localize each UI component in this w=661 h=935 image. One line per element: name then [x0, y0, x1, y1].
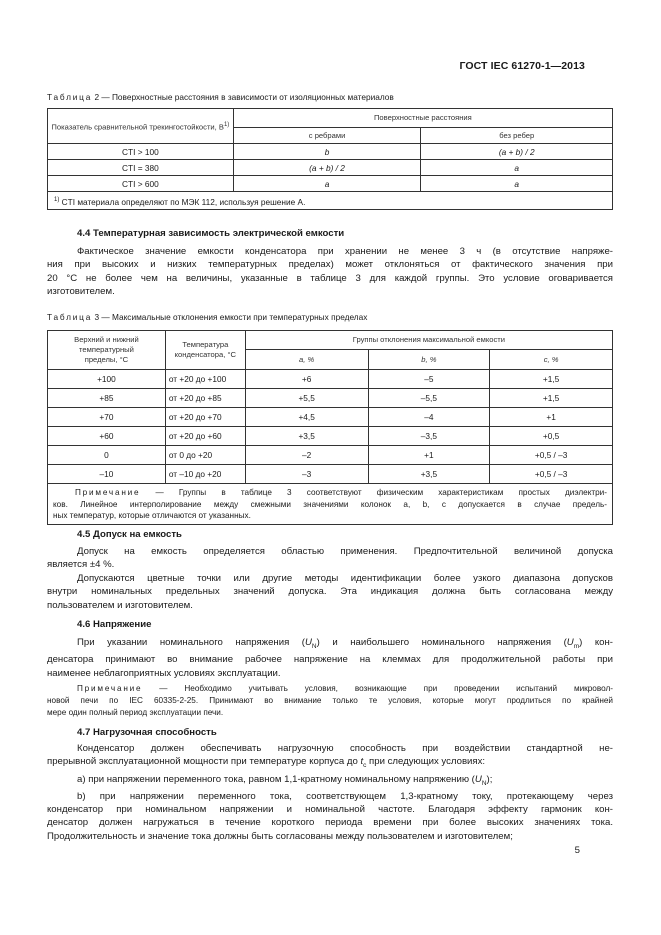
table-row	[48, 427, 613, 446]
table-row	[48, 465, 613, 484]
section-4-5-paragraph-2: Допускаются цветные точки или другие методы идентификации более узкого диапазона допусков внутри номинальных предельных значений допуска. Эта индикация должна быть согласована между пользователем и изготовителем.	[47, 573, 613, 611]
table3-cell: 0	[48, 446, 166, 465]
table2-cell: a	[233, 176, 421, 192]
table2-caption-label: Таблица	[47, 92, 93, 102]
table3-cell: –3	[245, 465, 368, 484]
table3-cell: +70	[48, 408, 166, 427]
table3-cell: +85	[48, 389, 166, 408]
table3-cell: +100	[48, 370, 166, 389]
table2-cell: (a + b) / 2	[233, 160, 421, 176]
table3-cell: +1	[368, 446, 490, 465]
section-4-6-paragraph: При указании номинального напряжения $(U_N)$ и наибольшего номинального напряжения $(U_m)$ кон- денсатора принимают во внимание рабочее напряжение на клеммах для продолжительной работы при наименее неблагоприятных условиях эксплуатации.	[47, 637, 613, 679]
table2-cell: (a + b) / 2	[421, 144, 613, 160]
table3-cell: +3,5	[245, 427, 368, 446]
table3-cell: +0,5 / –3	[490, 446, 613, 465]
table3-cell: от +20 до +70	[165, 408, 245, 427]
table2-caption	[47, 92, 394, 102]
section-4-6-note: Примечание — Необходимо учитывать условия, возникающие при проведении испытаний микровол- новой печи по IEC 60335-2-25. Принимают во внимание только те условия, которые могут продлиться по крайней мере один полный период эксплуатации печи.	[47, 684, 613, 717]
table3-cell: –10	[48, 465, 166, 484]
table3-head-c: c, %	[490, 350, 613, 370]
table-row	[48, 160, 613, 176]
table2-head-ribbed: с ребрами	[233, 128, 421, 144]
table3-head-group: Группы отклонения максимальной емкости	[245, 331, 612, 350]
table2-cell: a	[421, 160, 613, 176]
table3-head-b: b, %	[368, 350, 490, 370]
table3-cell: +1,5	[490, 370, 613, 389]
table3-cell: +5,5	[245, 389, 368, 408]
table3-head-temp: Температура конденсатора, °С	[165, 331, 245, 370]
table-row	[48, 408, 613, 427]
table2-head-index: Показатель сравнительной трекингостойкости, $В^{1)}$	[48, 109, 234, 144]
table2-cell: a	[421, 176, 613, 192]
section-4-4-paragraph: Фактическое значение емкости конденсатора при хранении не менее 3 ч (в отсутствие напряже- ния при высоких и низких температурных пределах) может отклоняться от фактического значения при 20 °С не более чем на величины, указанные в таблице 3 для каждой группы. Это условие оговаривается изготовителем.	[47, 246, 613, 297]
table3-cell: +0,5	[490, 427, 613, 446]
section-4-5-paragraph-1: Допуск на емкость определяется областью применения. Предпочтительной величиной допуска является ±4 %.	[47, 546, 613, 571]
table3-cell: +0,5 / –3	[490, 465, 613, 484]
table-row	[48, 176, 613, 192]
table3-cell: от –10 до +20	[165, 465, 245, 484]
table3-caption	[47, 312, 367, 322]
table2-cell: CTI = 380	[48, 160, 234, 176]
document-code: ГОСТ IEC 61270-1—2013	[459, 60, 585, 72]
table-row	[48, 446, 613, 465]
section-4-6-title: 4.6 Напряжение	[77, 619, 152, 630]
table3-cell: –5,5	[368, 389, 490, 408]
table3-head-limits: Верхний и нижний температурный пределы, °С	[48, 331, 166, 370]
table3-cell: от +20 до +100	[165, 370, 245, 389]
table3	[47, 330, 613, 525]
table-row	[48, 144, 613, 160]
table2-cell: b	[233, 144, 421, 160]
table3-cell: –4	[368, 408, 490, 427]
section-4-7-paragraph: Конденсатор должен обеспечивать нагрузочную способность при воздействии стандартной не- прерывной эксплуатационной мощности при температуре корпуса до $t_c$ при следующих условиях: a) при напряжении переменного тока, равном 1,1-кратному номинальному напряжению $(U_N)$; b) при напряжении переменного тока, соответствующем 1,3-кратному току, протекающему через конденсатор при номинальном напряжении и номинальной частоте. Благодаря эффекту гармоник кон- денсатор должен нагружаться в течение короткого периода времени при более высоких значениях тока. Продолжительность и значение тока должны быть согласованы между пользователем и изготовителем;	[47, 743, 613, 842]
section-4-7-title: 4.7 Нагрузочная способность	[77, 727, 217, 738]
section-4-4-title: 4.4 Температурная зависимость электрической емкости	[77, 228, 345, 239]
table3-head-a: a, %	[245, 350, 368, 370]
table3-caption-text: 3 — Максимальные отклонения емкости при температурных пределах	[92, 312, 368, 322]
table3-cell: –5	[368, 370, 490, 389]
table2-caption-text: 2 — Поверхностные расстояния в зависимости от изоляционных материалов	[92, 92, 394, 102]
table3-cell: +60	[48, 427, 166, 446]
page-number: 5	[574, 845, 580, 856]
table3-cell: –2	[245, 446, 368, 465]
table3-cell: +4,5	[245, 408, 368, 427]
table3-cell: –3,5	[368, 427, 490, 446]
table2-cell: CTI > 100	[48, 144, 234, 160]
table3-caption-label: Таблица	[47, 312, 93, 322]
table2-cell: CTI > 600	[48, 176, 234, 192]
table3-cell: от +20 до +60	[165, 427, 245, 446]
table2-head-plain: без ребер	[421, 128, 613, 144]
table3-cell: +3,5	[368, 465, 490, 484]
table3-cell: +1,5	[490, 389, 613, 408]
section-4-5-title: 4.5 Допуск на емкость	[77, 529, 182, 540]
table2	[47, 108, 613, 210]
table3-note: Примечание — Группы в таблице 3 соответствуют физическим характеристикам простых диэлектри- ков. Линейное интерполирование между смежными значениями колонок a, b, c допускается в случае предель- ных температур, которые отличаются от указанных.	[48, 484, 613, 525]
table-row	[48, 389, 613, 408]
table2-head-group: Поверхностные расстояния	[233, 109, 612, 128]
table3-cell: от 0 до +20	[165, 446, 245, 465]
table3-cell: +6	[245, 370, 368, 389]
table2-footnote: $^{1)}$ CTI материала определяют по МЭК 112, используя решение А.	[48, 192, 613, 210]
table-row	[48, 370, 613, 389]
table3-cell: +1	[490, 408, 613, 427]
table3-cell: от +20 до +85	[165, 389, 245, 408]
